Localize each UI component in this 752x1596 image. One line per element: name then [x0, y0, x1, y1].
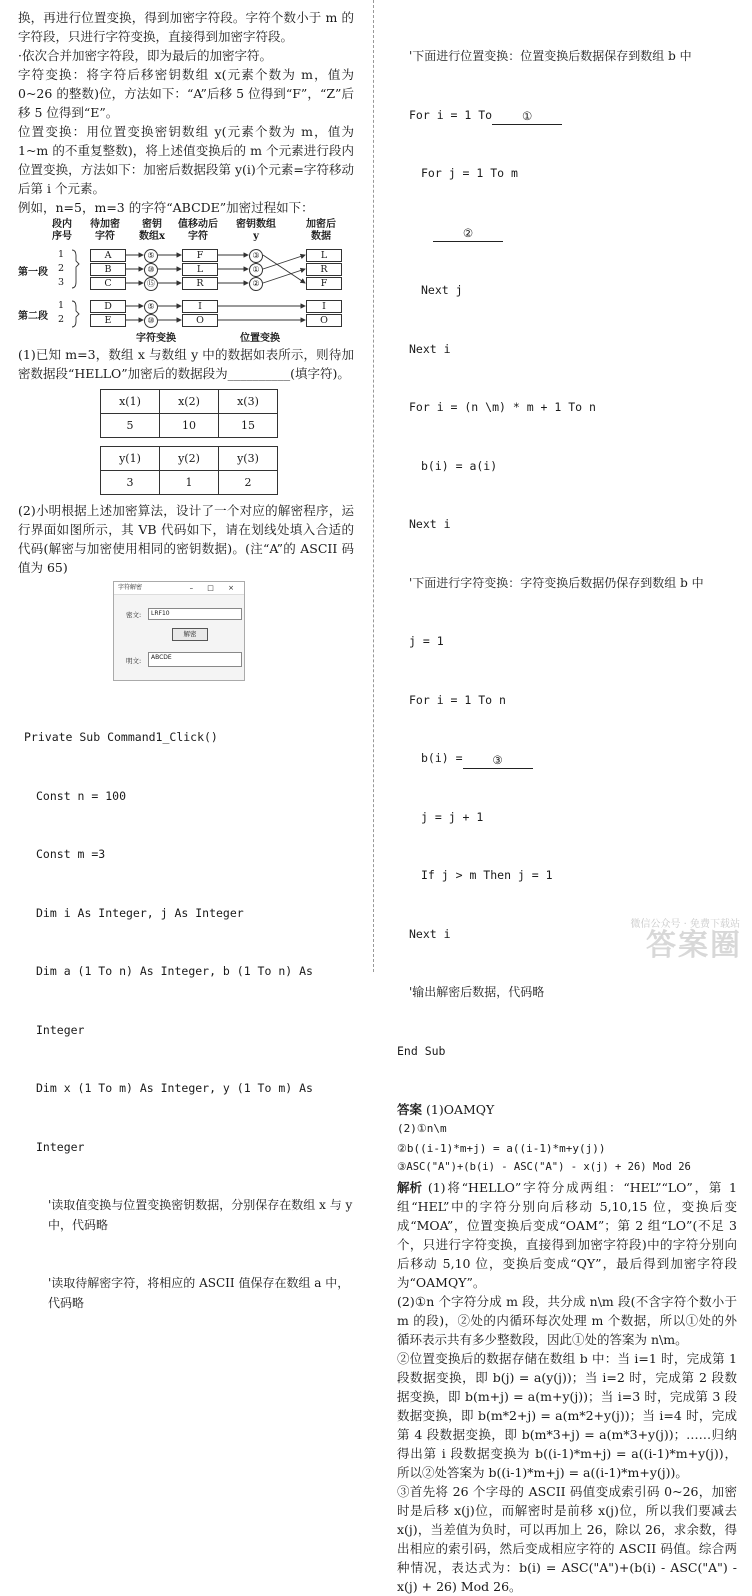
plain-output[interactable]: ABCDE [148, 652, 242, 667]
header-src: 待加密字符 [90, 219, 120, 242]
header-key-y: 密钥数组y [236, 219, 276, 242]
code-line: Const m =3 [36, 847, 106, 861]
seg1-src-cell: A [90, 249, 126, 262]
paragraph-pos-transform: 位置变换：用位置变换密钥数组 y(元素个数为 m，值为 1~m 的不重复整数)，将上述值变换后的 m 个元素进行段内位置变换，方法如下：加密后数据段第 y(i)个元素=字符移动后第 i 个元素。 [18, 124, 354, 196]
seg1-key-y: ③ [249, 249, 263, 263]
table-y-value: 2 [219, 471, 278, 495]
seg2-out-cell: O [306, 314, 342, 327]
seg1-key-x: ⑩ [144, 263, 158, 277]
seg1-idx: 2 [58, 263, 65, 274]
for-i-stmt: For i = 1 To [409, 107, 493, 122]
blank-3[interactable]: ③ [463, 753, 533, 769]
seg2-mid-cell: O [182, 314, 218, 327]
question-1: (1)已知 m=3，数组 x 与数组 y 中的数据如表所示，则待加密数据段“HELLO”加密后的数据段为__________(填字符)。 [18, 347, 354, 381]
code-line: Next i [409, 926, 451, 941]
code-line: Private Sub Command1_Click() [24, 730, 218, 744]
seg2-key-x: ⑩ [144, 314, 158, 328]
seg1-key-y: ② [249, 277, 263, 291]
arrow [263, 269, 305, 283]
segment-2-label: 第二段 [18, 311, 48, 322]
paragraph-example: 例如，n=5，m=3 的字符“ABCDE”加密过程如下： [18, 200, 314, 215]
header-out: 加密后数据 [306, 219, 336, 242]
window-title: 字符解密 [114, 582, 244, 595]
code-line: b(i) = a(i) [421, 458, 498, 473]
table-x-header: x(2) [160, 390, 219, 414]
answer-tag: 答案 [397, 1102, 423, 1117]
decrypt-window [113, 581, 245, 681]
code-line: Next i [409, 341, 451, 356]
table-y-header: y(3) [219, 447, 278, 471]
answer-2a: (2)①n\m [397, 1122, 447, 1135]
window-controls[interactable]: – □ × [189, 584, 240, 592]
seg1-src-cell: B [90, 263, 126, 276]
code-line: If j > m Then j = 1 [421, 868, 553, 882]
paragraph-char-transform: 字符变换：将字符后移密钥数组 x(元素个数为 m，值为 0~26 的整数)位，方法如下：“A”后移 5 位得到“F”，“Z”后移 5 位得到“E”。 [18, 67, 354, 120]
seg2-src-cell: E [90, 314, 126, 327]
table-y-value: 1 [160, 471, 219, 495]
seg1-key-x: ⑤ [144, 249, 158, 263]
key-table-y [100, 446, 278, 495]
code-line: Dim x (1 To m) As Integer, y (1 To m) As [36, 1081, 313, 1095]
seg1-mid-cell: R [182, 277, 218, 290]
header-key-x: 密钥数组x [139, 219, 165, 242]
answer-1 [397, 1100, 737, 1119]
code-comment: '读取值变换与位置变换密钥数据，分别保存在数组 x 与 y 中，代码略 [48, 1198, 353, 1232]
watermark-caption: 微信公众号 · 免费下载站 [630, 919, 740, 930]
left-column [18, 8, 354, 1352]
code-line: Dim a (1 To n) As Integer, b (1 To n) As [36, 964, 313, 978]
paragraph-1: 换，再进行位置变换，得到加密字符段。字符个数小于 m 的字符段，只进行字符变换，直接得到加密字符段。 [18, 10, 354, 44]
diagram-arrows [18, 219, 354, 341]
seg1-out-cell: R [306, 263, 342, 276]
decrypt-button[interactable]: 解密 [172, 628, 208, 641]
header-index: 段内序号 [52, 219, 72, 242]
segment-1-label: 第一段 [18, 267, 48, 278]
analysis-3: ②位置变换后的数据存储在数组 b 中：当 i=1 时，完成第 1 段数据变换，即 b(j) = a(y(j))；当 i=2 时，完成第 2 段数据变换，即 b(m+j) = a(m+y(j))；当 i=3 时，完成第 3 段数据变换，即 b(m*2+j) = a(m*2+y(j))；当 i=4 时，完成第 4 段数据变换，即 b(m*3+j) = a(m*3+y(j))；……归纳得出第 i 段数据变换为 b((i-1)*m+j) = a((i-1)*m+y(j))，所以②处答案为 b((i-1)*m+j) = a((i-1)*m+y(j))。 [397, 1350, 737, 1480]
seg1-src-cell: C [90, 277, 126, 290]
header-mid: 值移动后字符 [178, 219, 218, 242]
seg1-idx: 3 [58, 277, 65, 288]
key-table-x [100, 389, 278, 438]
table-x-header: x(1) [101, 390, 160, 414]
code-line: j = j + 1 [421, 809, 484, 824]
code-line [397, 223, 737, 243]
code-line: Const n = 100 [36, 788, 127, 803]
code-comment: '下面进行位置变换：位置变换后数据保存到数组 b 中 [409, 49, 692, 63]
code-line: Next j [421, 283, 463, 297]
analysis-tag: 解析 [397, 1179, 423, 1195]
analysis-1-text: (1)将“HELLO”字符分成两组：“HEL”“LO”，第 1 组“HEL”中的字符分别向后移动 5,10,15 位，变换后变成“MOA”，位置变换后变成“OAM”；第 2 组“LO”(不足 3 个，只进行字符变换，直接得到加密字符段)中的字符分别向后移动 5,10 位，变换后变成“QY”，最后得到加密字符段为“OAMQY”。 [397, 1179, 737, 1290]
table-y-value: 3 [101, 471, 160, 495]
seg2-key-x: ⑤ [144, 300, 158, 314]
encryption-diagram [18, 219, 354, 344]
seg2-out-cell: I [306, 300, 342, 313]
code-comment: '下面进行字符变换：字符变换后数据仍保存到数组 b 中 [409, 575, 704, 590]
analysis-2: (2)①n 个字符分成 m 段，共分成 n\m 段(不含字符个数小于 m 的段)，②处的内循环每次处理 m 个数据，所以①处的外循环表示共有多少整数段，因此①处的答案为 n\m。 [397, 1293, 737, 1347]
code-line: Next i [409, 517, 451, 531]
blank-1[interactable]: ① [492, 109, 562, 125]
table-y-header: y(1) [101, 447, 160, 471]
code-comment: '读取待解密字符，将相应的 ASCII 值保存在数组 a 中，代码略 [48, 1276, 350, 1310]
seg1-mid-cell: L [182, 263, 218, 276]
question-2: (2)小明根据上述加密算法，设计了一个对应的解密程序，运行界面如图所示，其 VB 代码如下，请在划线处填入合适的代码(解密与加密使用相同的密钥数据)。(注“A”的 ASCII 码值为 65) [18, 503, 354, 575]
seg2-mid-cell: I [182, 300, 218, 313]
table-y-header: y(2) [160, 447, 219, 471]
column-divider [373, 0, 374, 972]
code-line: Integer [36, 1139, 85, 1154]
seg1-out-cell: F [306, 277, 342, 290]
analysis-1 [397, 1178, 737, 1292]
code-line: For i = 1 To n [409, 692, 506, 707]
b-assign: b(i) = [421, 751, 463, 765]
answer-2c: ③ASC("A")+(b(i) - ASC("A") - x(j) + 26) Mod 26 [397, 1161, 691, 1173]
code-line: End Sub [397, 1043, 446, 1058]
seg2-src-cell: D [90, 300, 126, 313]
seg2-idx: 2 [58, 314, 65, 325]
code-line [397, 749, 737, 769]
caption-pos-transform: 位置变换 [240, 333, 280, 344]
vb-code-left [18, 689, 354, 1352]
code-line: Dim i As Integer, j As Integer [36, 905, 244, 920]
arrow [263, 255, 305, 269]
segment-2-brace [72, 301, 79, 327]
table-x-value: 10 [160, 414, 219, 438]
answer-2b: ②b((i-1)*m+j) = a((i-1)*m+y(j)) [397, 1141, 606, 1155]
table-x-header: x(3) [219, 390, 278, 414]
seg1-out-cell: L [306, 249, 342, 262]
code-line [397, 106, 737, 126]
caption-char-transform: 字符变换 [136, 333, 176, 344]
watermark-logo: 答案圈 [646, 928, 742, 963]
cipher-label: 密文: [126, 611, 142, 619]
analysis-4: ③首先将 26 个字母的 ASCII 码值变成索引码 0~26，加密时是后移 x(j)位，而解密时是前移 x(j)位，所以我们要减去 x(j)，当差值为负时，可以再加上 26，除以 26，求余数，得出相应的索引码，然后变成相应字符的 ASCII 码值。综合两种情况，表达式为：b(i) = ASC("A")+(b(i) - ASC("A") - x(j) + 26) Mod 26。 [397, 1483, 737, 1594]
arrow [263, 255, 305, 283]
code-line: For i = (n \m) * m + 1 To n [409, 400, 596, 414]
cipher-input[interactable]: LRF10 [148, 608, 242, 620]
seg1-key-y: ① [249, 263, 263, 277]
code-line: For j = 1 To m [421, 166, 518, 180]
right-column [397, 8, 737, 1596]
table-x-value: 5 [101, 414, 160, 438]
code-line: j = 1 [409, 634, 444, 648]
answer-1-text: (1)OAMQY [426, 1102, 495, 1117]
segment-1-brace [72, 250, 79, 288]
plain-label: 明文: [126, 657, 142, 665]
code-comment: '输出解密后数据，代码略 [409, 985, 545, 999]
seg1-key-x: ⑮ [144, 277, 158, 291]
blank-2[interactable]: ② [433, 226, 503, 242]
code-line: Integer [36, 1022, 85, 1037]
table-x-value: 15 [219, 414, 278, 438]
seg1-mid-cell: F [182, 249, 218, 262]
seg1-idx: 1 [58, 249, 65, 260]
paragraph-2: ·依次合并加密字符段，即为最后的加密字符。 [18, 48, 272, 63]
seg2-idx: 1 [58, 300, 65, 311]
